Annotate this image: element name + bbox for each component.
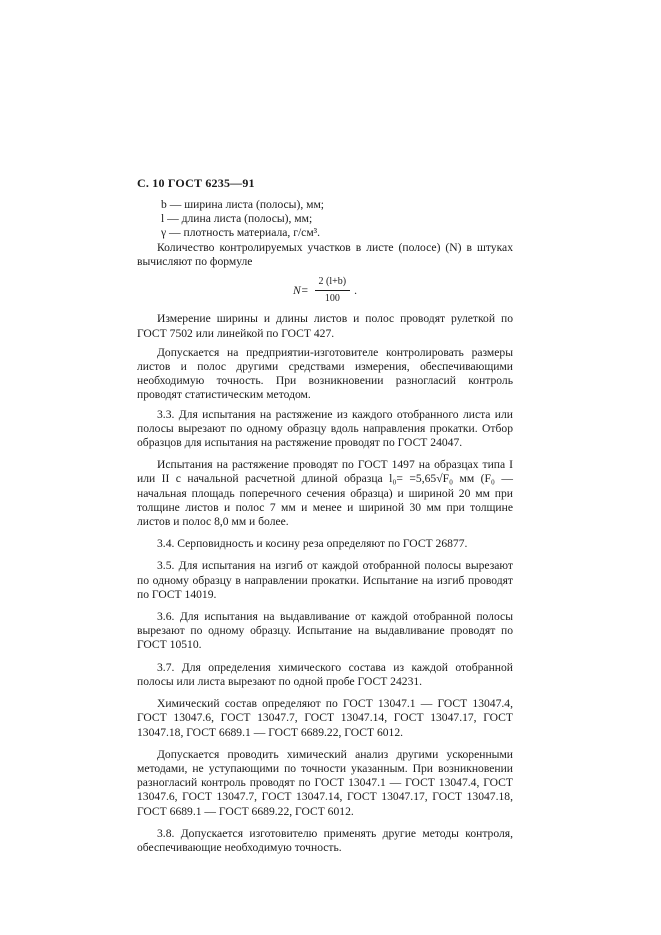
page-header: С. 10 ГОСТ 6235—91 bbox=[137, 176, 255, 190]
paragraph-3-8: 3.8. Допускается изготовителю применять другие методы контроля, обеспечивающие необходимую точность. bbox=[137, 826, 513, 854]
formula-lhs: N= bbox=[292, 283, 309, 297]
paragraph-3-5: 3.5. Для испытания на изгиб от каждой отобранной полосы вырезают по одному образцу в направлении прокатки. Испытание на изгиб проводят по ГОСТ 14019. bbox=[137, 559, 513, 601]
formula-numerator: 2 (l+b) bbox=[315, 275, 351, 291]
paragraph-3-7: 3.7. Для определения химического состава из каждой отобранной полосы или листа вырезают по одной пробе ГОСТ 24231. bbox=[137, 660, 513, 688]
variable-gamma-definition: γ — плотность материала, г/см³. bbox=[161, 226, 321, 240]
variable-l-definition: l — длина листа (полосы), мм; bbox=[161, 212, 313, 226]
formula-n bbox=[137, 275, 513, 306]
paragraph-tensile-test: Испытания на растяжение проводят по ГОСТ 1497 на образцах типа I или II с начальной расчетной длиной образца l₀= =5,65√F₀ мм (F₀ — начальная площадь поперечного сечения образца) и шириной 20 мм при толщине листов и полос 7 мм и менее и шириной 30 мм при толщине листов и полос 8,0 мм и более. bbox=[137, 458, 513, 529]
paragraph-chemical-composition: Химический состав определяют по ГОСТ 13047.1 — ГОСТ 13047.4, ГОСТ 13047.6, ГОСТ 13047.7, ГОСТ 13047.14, ГОСТ 13047.17, ГОСТ 13047.18, ГОСТ 6689.1 — ГОСТ 6689.22, ГОСТ 6012. bbox=[137, 697, 513, 739]
paragraph-alternative-chemical-analysis: Допускается проводить химический анализ другими ускоренными методами, не уступающими по точности указанным. При возникновении разногласий контроль проводят по ГОСТ 13047.1 — ГОСТ 13047.4, ГОСТ 13047.6, ГОСТ 13047.7, ГОСТ 13047.14, ГОСТ 13047.17, ГОСТ 13047.18, ГОСТ 6689.1 — ГОСТ 6689.22, ГОСТ 6012. bbox=[137, 747, 513, 818]
paragraph-count-formula-intro: Количество контролируемых участков в листе (полосе) (N) в штуках вычисляют по формуле bbox=[137, 240, 513, 268]
paragraph-3-3: 3.3. Для испытания на растяжение из каждого отобранного листа или полосы вырезают по одному образцу вдоль направления прокатки. Отбор образцов для испытания на растяжение проводят по ГОСТ 24047. bbox=[137, 407, 513, 450]
paragraph-3-4: 3.4. Серповидность и косину реза определяют по ГОСТ 26877. bbox=[157, 537, 468, 551]
paragraph-alternative-measurement: Допускается на предприятии-изготовителе контролировать размеры листов и полос другими средствами измерения, обеспечивающими необходимую точность. При возникновении разногласий контроль проводят статистическим методом. bbox=[137, 345, 513, 402]
formula-fraction bbox=[315, 275, 351, 306]
formula-end: . bbox=[354, 283, 358, 297]
formula-denominator: 100 bbox=[324, 293, 340, 305]
variable-b-definition: b — ширина листа (полосы), мм; bbox=[161, 198, 325, 211]
page-content bbox=[137, 198, 513, 855]
paragraph-measurement: Измерение ширины и длины листов и полос проводят рулеткой по ГОСТ 7502 или линейкой по ГОСТ 427. bbox=[137, 312, 513, 340]
paragraph-3-6: 3.6. Для испытания на выдавливание от каждой отобранной полосы вырезают по одному образцу. Испытание на выдавливание проводят по ГОСТ 10510. bbox=[137, 610, 513, 652]
